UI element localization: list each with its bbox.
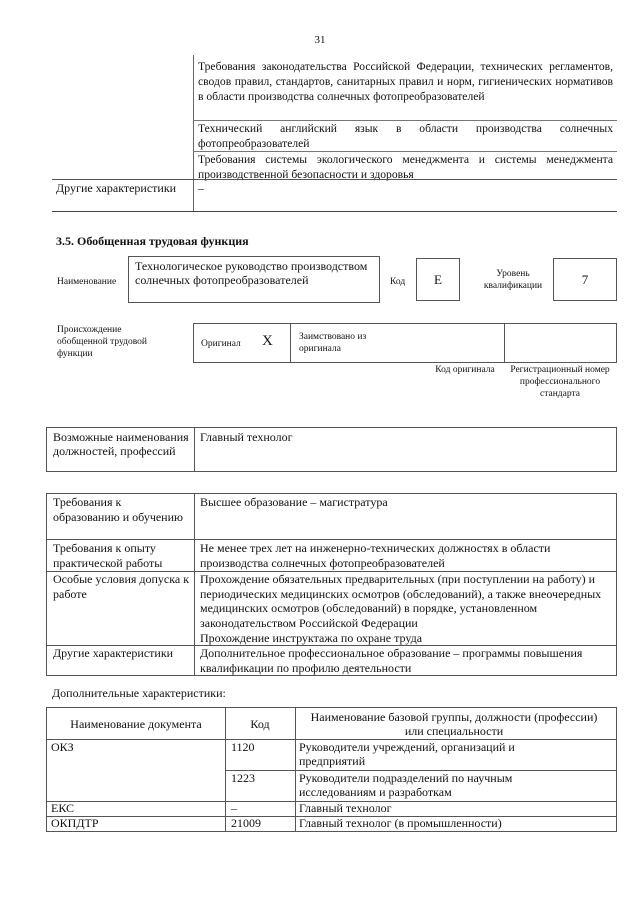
code-cell: – — [231, 801, 237, 815]
other-value: – — [198, 182, 204, 195]
requirement-value: Высшее образование – магистратура — [200, 495, 388, 509]
row-divider — [52, 179, 617, 180]
requirement-value: Дополнительное профессиональное образование – программы повышения квалификации по профилю деятельности — [200, 646, 583, 675]
positions-value: Главный технолог — [200, 430, 293, 444]
name-label: Наименование — [57, 277, 117, 287]
doc-cell: ОКЗ — [51, 740, 74, 754]
code-cell: 1120 — [231, 740, 255, 754]
name-cell: Руководители подразделений по научным исследованиям и разработкам — [299, 771, 513, 799]
column-divider — [290, 324, 291, 362]
function-code-box: E — [416, 258, 460, 301]
requirement-text: Технический английский язык в области производства солнечных фотопреобразователей — [198, 122, 613, 150]
doc-cell: ЕКС — [51, 801, 75, 815]
code-original-label: Код оригинала — [435, 365, 495, 375]
name-cell: Главный технолог — [299, 801, 392, 815]
requirement-value: Прохождение обязательных предварительных (при поступлении на работу) и периодических медицинских осмотров (обследований), а также внеочередных медицинских осмотров (обследований) в порядке, установленном законодательством Российской Федерации — [200, 572, 602, 630]
header-name: Наименование базовой группы, должности (профессии) или специальности — [310, 710, 598, 738]
section-title: 3.5. Обобщенная трудовая функция — [56, 234, 249, 248]
column-divider — [194, 494, 195, 675]
code-cell: 1223 — [231, 771, 255, 785]
requirements-table — [46, 493, 617, 676]
top-requirements-table — [52, 55, 617, 212]
function-name-box: Технологическое руководство производством солнечных фотопреобразователей — [128, 256, 380, 303]
requirement-value: Не менее трех лет на инженерно-технических должностях в области производства солнечных фотопреобразователей — [200, 541, 551, 570]
requirement-value-extra: Прохождение инструктажа по охране труда — [200, 631, 423, 645]
code-label: Код — [390, 277, 406, 287]
origin-label: Происхождение обобщенной трудовой функции — [57, 325, 147, 359]
other-label: Другие характеристики — [56, 181, 177, 195]
registration-number-label: Регистрационный номер профессионального стандарта — [510, 365, 610, 399]
original-label: Оригинал — [201, 339, 241, 349]
column-divider — [504, 324, 505, 362]
column-divider — [193, 55, 194, 212]
name-cell: Главный технолог (в промышленности) — [299, 816, 502, 830]
requirement-label: Требования к образованию и обучению — [53, 495, 183, 524]
header-code: Код — [250, 717, 270, 731]
positions-label: Возможные наименования должностей, профессий — [53, 430, 189, 458]
requirement-label: Особые условия допуска к работе — [53, 572, 190, 601]
additional-title: Дополнительные характеристики: — [52, 686, 226, 700]
origin-frame — [193, 323, 617, 363]
requirement-label: Требования к опыту практической работы — [53, 541, 163, 570]
header-document: Наименование документа — [70, 717, 202, 731]
column-divider — [194, 428, 195, 471]
table-bottom-border — [52, 211, 617, 212]
borrowed-label: Заимствовано из оригинала — [299, 332, 367, 354]
doc-cell: ОКПДТР — [51, 816, 99, 830]
code-cell: 21009 — [231, 816, 261, 830]
requirement-text: Требования системы экологического менеджмента и системы менеджмента производственной безопасности и здоровья — [198, 153, 613, 181]
row-divider — [47, 539, 616, 540]
original-mark: X — [262, 333, 273, 349]
documents-table — [46, 707, 617, 832]
level-label: Уровень квалификации — [483, 269, 543, 291]
name-cell: Руководители учреждений, организаций и предприятий — [299, 740, 515, 768]
level-box: 7 — [553, 258, 617, 301]
requirement-label: Другие характеристики — [53, 646, 174, 660]
page-number: 31 — [314, 34, 326, 46]
requirement-text: Требования законодательства Российской Федерации, технических регламентов, сводов правил, стандартов, санитарных правил и норм, гигиенических нормативов в области производства солнечных фотопреобразователей — [198, 60, 613, 103]
positions-table — [46, 427, 617, 472]
